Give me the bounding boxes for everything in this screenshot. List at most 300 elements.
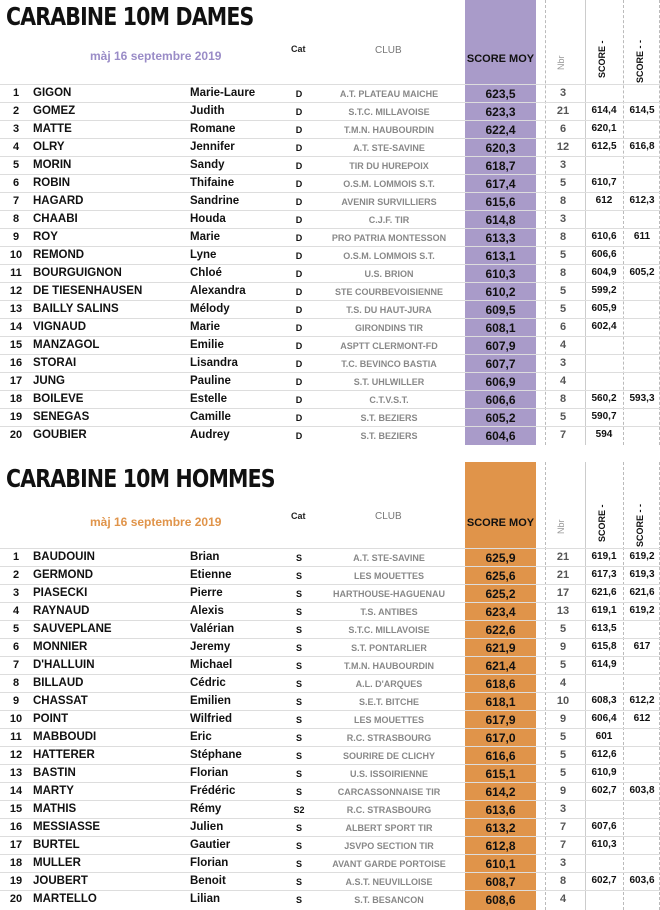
category-cell: D xyxy=(295,341,303,351)
nbr-cell: 8 xyxy=(559,875,567,887)
category-cell: S xyxy=(295,715,302,725)
score-1-cell: 610,7 xyxy=(591,177,617,188)
lastname-cell: JUNG xyxy=(33,375,65,387)
score-1-cell: 607,6 xyxy=(591,821,617,832)
category-cell: S xyxy=(295,877,302,887)
club-cell: A.T. PLATEAU MAICHE xyxy=(339,89,439,99)
lastname-cell: BOURGUIGNON xyxy=(33,267,122,279)
table-row xyxy=(0,854,660,873)
score-moy-cell: 610,2 xyxy=(485,285,516,299)
firstname-cell: Pauline xyxy=(190,375,231,387)
category-cell: S xyxy=(295,679,302,689)
score-moy-cell: 625,6 xyxy=(485,569,516,583)
firstname-cell: Brian xyxy=(190,551,220,563)
rank-cell: 6 xyxy=(12,177,20,189)
firstname-cell: Marie-Laure xyxy=(190,87,256,99)
nbr-cell: 3 xyxy=(559,357,567,369)
lastname-cell: PIASECKI xyxy=(33,587,88,599)
score-1-cell: 608,3 xyxy=(591,695,617,706)
category-cell: S xyxy=(295,643,302,653)
lastname-cell: MESSIASSE xyxy=(33,821,101,833)
lastname-cell: MARTELLO xyxy=(33,893,97,905)
table-row xyxy=(0,408,660,427)
score-moy-cell: 625,9 xyxy=(485,551,516,565)
score-moy-cell: 613,6 xyxy=(485,803,516,817)
firstname-cell: Alexis xyxy=(190,605,224,617)
lastname-cell: REMOND xyxy=(33,249,85,261)
category-cell: D xyxy=(295,233,303,243)
lastname-cell: MANZAGOL xyxy=(33,339,100,351)
score-moy-cell: 610,3 xyxy=(485,267,516,281)
firstname-cell: Frédéric xyxy=(190,785,236,797)
club-cell: T.C. BEVINCO BASTIA xyxy=(341,359,437,369)
club-cell: O.S.M. LOMMOIS S.T. xyxy=(343,251,435,261)
score-1-cell: 612,5 xyxy=(591,141,617,152)
rank-cell: 11 xyxy=(10,731,22,743)
table-row xyxy=(0,192,660,211)
table-row xyxy=(0,174,660,193)
score-moy-cell: 605,2 xyxy=(485,411,516,425)
score-moy-cell: 617,4 xyxy=(485,177,516,191)
table-row xyxy=(0,426,660,445)
nbr-cell: 5 xyxy=(559,177,567,189)
rank-cell: 4 xyxy=(12,141,20,153)
lastname-cell: GOUBIER xyxy=(33,429,87,441)
nbr-cell: 4 xyxy=(559,339,567,351)
rank-cell: 7 xyxy=(12,195,20,207)
lastname-cell: D'HALLUIN xyxy=(33,659,95,671)
club-cell: S.E.T. BITCHE xyxy=(358,697,419,707)
firstname-cell: Houda xyxy=(190,213,226,225)
lastname-cell: ROY xyxy=(33,231,58,243)
club-cell: O.S.M. LOMMOIS S.T. xyxy=(343,179,435,189)
score-moy-cell: 621,4 xyxy=(485,659,516,673)
nbr-cell: 3 xyxy=(559,87,567,99)
club-cell: ASPTT CLERMONT-FD xyxy=(340,341,438,351)
club-cell: U.S. ISSOIRIENNE xyxy=(349,769,429,779)
category-cell: D xyxy=(295,431,303,441)
firstname-cell: Mélody xyxy=(190,303,230,315)
table-row xyxy=(0,282,660,301)
rank-cell: 5 xyxy=(12,623,20,635)
score-moy-cell: 618,1 xyxy=(485,695,516,709)
table-row xyxy=(0,836,660,855)
score-1-cell: 594 xyxy=(595,429,613,440)
firstname-cell: Emilien xyxy=(190,695,231,707)
score-moy-cell: 616,6 xyxy=(485,749,516,763)
score-moy-cell: 608,7 xyxy=(485,875,516,889)
rank-cell: 20 xyxy=(9,893,23,905)
firstname-cell: Julien xyxy=(190,821,224,833)
rank-cell: 3 xyxy=(12,123,20,135)
firstname-cell: Stéphane xyxy=(190,749,242,761)
nbr-cell: 4 xyxy=(559,375,567,387)
table-row xyxy=(0,746,660,765)
category-cell: S xyxy=(295,823,302,833)
lastname-cell: ROBIN xyxy=(33,177,71,189)
score-moy-cell: 613,2 xyxy=(485,821,516,835)
category-cell: D xyxy=(295,89,303,99)
lastname-cell: CHASSAT xyxy=(33,695,88,707)
club-cell: S.T.C. MILLAVOISE xyxy=(348,625,430,635)
lastname-cell: SENEGAS xyxy=(33,411,90,423)
score-1-cell: 621,6 xyxy=(591,587,617,598)
firstname-cell: Cédric xyxy=(190,677,226,689)
nbr-cell: 9 xyxy=(559,641,567,653)
score-moy-cell: 607,7 xyxy=(485,357,516,371)
lastname-cell: RAYNAUD xyxy=(33,605,90,617)
score-1-cell: 602,7 xyxy=(591,785,617,796)
rank-cell: 15 xyxy=(9,339,23,351)
table-row xyxy=(0,246,660,265)
table-row xyxy=(0,692,660,711)
score-moy-cell: 615,1 xyxy=(485,767,516,781)
score-moy-cell: 617,0 xyxy=(485,731,516,745)
club-cell: LES MOUETTES xyxy=(353,571,424,581)
category-cell: D xyxy=(295,323,303,333)
rank-cell: 12 xyxy=(9,749,23,761)
rank-cell: 15 xyxy=(9,803,23,815)
score-2-cell: 612,2 xyxy=(629,695,655,706)
table-row xyxy=(0,300,660,319)
nbr-cell: 8 xyxy=(559,195,567,207)
nbr-cell: 5 xyxy=(559,749,567,761)
score-moy-cell: 615,6 xyxy=(485,195,516,209)
score-1-cell: 601 xyxy=(595,731,613,742)
table-row xyxy=(0,372,660,391)
table-row xyxy=(0,872,660,891)
club-cell: R.C. STRASBOURG xyxy=(346,805,432,815)
score-2-cell: 612,3 xyxy=(629,195,655,206)
club-cell: S.T. UHLWILLER xyxy=(353,377,425,387)
lastname-cell: BAUDOUIN xyxy=(33,551,95,563)
rank-cell: 2 xyxy=(12,569,20,581)
club-cell: CARCASSONNAISE TIR xyxy=(337,787,441,797)
rank-cell: 1 xyxy=(12,87,20,99)
rank-cell: 12 xyxy=(9,285,23,297)
category-cell: S xyxy=(295,553,302,563)
lastname-cell: JOUBERT xyxy=(33,875,88,887)
firstname-cell: Lisandra xyxy=(190,357,238,369)
club-cell: T.M.N. HAUBOURDIN xyxy=(344,661,434,671)
nbr-cell: 3 xyxy=(559,159,567,171)
score-2-cell: 616,8 xyxy=(629,141,655,152)
table-row xyxy=(0,638,660,657)
score-2-cell: 611 xyxy=(633,231,651,242)
table-row xyxy=(0,354,660,373)
table-row xyxy=(0,818,660,837)
score-moy-cell: 622,6 xyxy=(485,623,516,637)
category-cell: S xyxy=(295,895,302,905)
club-cell: C.T.V.S.T. xyxy=(369,395,409,405)
club-cell: T.M.N. HAUBOURDIN xyxy=(344,125,434,135)
firstname-cell: Rémy xyxy=(190,803,222,815)
club-cell: S.T. BEZIERS xyxy=(360,431,418,441)
rank-cell: 6 xyxy=(12,641,20,653)
header-score-2: SCORE - - xyxy=(635,503,645,547)
table-row xyxy=(0,674,660,693)
rank-cell: 18 xyxy=(9,857,23,869)
club-cell: C.J.F. TIR xyxy=(368,215,410,225)
table-row xyxy=(0,264,660,283)
category-cell: D xyxy=(295,107,303,117)
nbr-cell: 21 xyxy=(556,551,570,563)
score-moy-cell: 618,7 xyxy=(485,159,516,173)
category-cell: S xyxy=(295,841,302,851)
nbr-cell: 3 xyxy=(559,803,567,815)
firstname-cell: Alexandra xyxy=(190,285,246,297)
rank-cell: 8 xyxy=(12,213,20,225)
category-cell: D xyxy=(295,161,303,171)
score-2-cell: 621,6 xyxy=(629,587,655,598)
club-cell: AVANT GARDE PORTOISE xyxy=(332,859,446,869)
nbr-cell: 9 xyxy=(559,713,567,725)
club-cell: STE COURBEVOISIENNE xyxy=(334,287,444,297)
nbr-cell: 12 xyxy=(556,141,570,153)
rank-cell: 3 xyxy=(12,587,20,599)
category-cell: D xyxy=(295,305,303,315)
club-cell: AVENIR SURVILLIERS xyxy=(341,197,437,207)
rank-cell: 20 xyxy=(9,429,23,441)
score-1-cell: 590,7 xyxy=(591,411,617,422)
header-club: CLUB xyxy=(375,45,402,56)
firstname-cell: Judith xyxy=(190,105,225,117)
score-moy-cell: 623,3 xyxy=(485,105,516,119)
score-1-cell: 610,3 xyxy=(591,839,617,850)
header-score-1: SCORE - xyxy=(597,40,607,78)
table-row xyxy=(0,782,660,801)
score-moy-cell: 604,6 xyxy=(485,429,516,443)
firstname-cell: Gautier xyxy=(190,839,231,851)
score-moy-cell: 608,1 xyxy=(485,321,516,335)
update-date: màj 16 septembre 2019 xyxy=(90,49,222,63)
club-cell: S.T.C. MILLAVOISE xyxy=(348,107,430,117)
table-row xyxy=(0,336,660,355)
lastname-cell: BAILLY SALINS xyxy=(33,303,119,315)
rank-cell: 7 xyxy=(12,659,20,671)
nbr-cell: 8 xyxy=(559,231,567,243)
table-row xyxy=(0,764,660,783)
score-1-cell: 604,9 xyxy=(591,267,617,278)
score-1-cell: 619,1 xyxy=(591,605,617,616)
header-nbr: Nbr xyxy=(556,55,566,70)
category-cell: S xyxy=(295,697,302,707)
category-cell: D xyxy=(295,143,303,153)
score-1-cell: 620,1 xyxy=(591,123,617,134)
header-nbr: Nbr xyxy=(556,519,566,534)
firstname-cell: Michael xyxy=(190,659,233,671)
nbr-cell: 7 xyxy=(559,821,567,833)
table-row xyxy=(0,800,660,819)
firstname-cell: Camille xyxy=(190,411,231,423)
firstname-cell: Romane xyxy=(190,123,236,135)
club-cell: T.S. DU HAUT-JURA xyxy=(346,305,432,315)
section-hommes xyxy=(0,462,660,910)
firstname-cell: Sandrine xyxy=(190,195,240,207)
firstname-cell: Valérian xyxy=(190,623,235,635)
lastname-cell: MULLER xyxy=(33,857,81,869)
table-row xyxy=(0,602,660,621)
table-row xyxy=(0,656,660,675)
category-cell: D xyxy=(295,269,303,279)
table-row xyxy=(0,228,660,247)
rank-cell: 10 xyxy=(9,713,23,725)
lastname-cell: POINT xyxy=(33,713,69,725)
category-cell: S xyxy=(295,751,302,761)
firstname-cell: Estelle xyxy=(190,393,228,405)
lastname-cell: BILLAUD xyxy=(33,677,84,689)
nbr-cell: 3 xyxy=(559,857,567,869)
club-cell: A.S.T. NEUVILLOISE xyxy=(345,877,433,887)
category-cell: D xyxy=(295,125,303,135)
rank-cell: 9 xyxy=(12,231,20,243)
club-cell: A.T. STE-SAVINE xyxy=(353,143,425,153)
category-cell: D xyxy=(295,215,303,225)
rank-cell: 8 xyxy=(12,677,20,689)
score-1-cell: 605,9 xyxy=(591,303,617,314)
table-row xyxy=(0,120,660,139)
firstname-cell: Etienne xyxy=(190,569,232,581)
score-moy-cell: 614,2 xyxy=(485,785,516,799)
score-moy-cell: 609,5 xyxy=(485,303,516,317)
score-moy-cell: 613,3 xyxy=(485,231,516,245)
lastname-cell: MATHIS xyxy=(33,803,77,815)
score-1-cell: 614,4 xyxy=(591,105,617,116)
lastname-cell: CHAABI xyxy=(33,213,78,225)
table-row xyxy=(0,620,660,639)
club-cell: ALBERT SPORT TIR xyxy=(345,823,433,833)
firstname-cell: Sandy xyxy=(190,159,225,171)
club-cell: JSVPO SECTION TIR xyxy=(344,841,434,851)
table-row xyxy=(0,84,660,103)
lastname-cell: SAUVEPLANE xyxy=(33,623,112,635)
score-1-cell: 602,7 xyxy=(591,875,617,886)
firstname-cell: Jennifer xyxy=(190,141,235,153)
club-cell: R.C. STRASBOURG xyxy=(346,733,432,743)
nbr-cell: 7 xyxy=(559,429,567,441)
score-2-cell: 603,8 xyxy=(629,785,655,796)
lastname-cell: BURTEL xyxy=(33,839,80,851)
rank-cell: 4 xyxy=(12,605,20,617)
score-moy-cell: 606,6 xyxy=(485,393,516,407)
score-1-cell: 610,6 xyxy=(591,231,617,242)
firstname-cell: Marie xyxy=(190,231,221,243)
score-moy-cell: 622,4 xyxy=(485,123,516,137)
score-moy-cell: 623,4 xyxy=(485,605,516,619)
score-moy-cell: 621,9 xyxy=(485,641,516,655)
table-row xyxy=(0,728,660,747)
score-1-cell: 619,1 xyxy=(591,551,617,562)
rank-cell: 18 xyxy=(9,393,23,405)
club-cell: LES MOUETTES xyxy=(353,715,424,725)
header-cat: Cat xyxy=(291,44,306,54)
score-moy-cell: 614,8 xyxy=(485,213,516,227)
score-1-cell: 610,9 xyxy=(591,767,617,778)
score-moy-cell: 607,9 xyxy=(485,339,516,353)
score-1-cell: 599,2 xyxy=(591,285,617,296)
nbr-cell: 5 xyxy=(559,623,567,635)
score-1-cell: 614,9 xyxy=(591,659,617,670)
nbr-cell: 5 xyxy=(559,303,567,315)
firstname-cell: Jeremy xyxy=(190,641,231,653)
nbr-cell: 8 xyxy=(559,393,567,405)
rank-cell: 13 xyxy=(9,767,23,779)
lastname-cell: MABBOUDI xyxy=(33,731,97,743)
score-1-cell: 615,8 xyxy=(591,641,617,652)
firstname-cell: Chloé xyxy=(190,267,222,279)
lastname-cell: MARTY xyxy=(33,785,74,797)
score-2-cell: 619,2 xyxy=(629,605,655,616)
club-cell: TIR DU HUREPOIX xyxy=(349,161,429,171)
category-cell: S xyxy=(295,661,302,671)
rank-cell: 9 xyxy=(12,695,20,707)
lastname-cell: GIGON xyxy=(33,87,72,99)
firstname-cell: Lyne xyxy=(190,249,217,261)
header-score-moy: SCORE MOY xyxy=(466,517,535,529)
category-cell: D xyxy=(295,179,303,189)
rank-cell: 17 xyxy=(9,375,23,387)
category-cell: S xyxy=(295,607,302,617)
nbr-cell: 8 xyxy=(559,267,567,279)
table-row xyxy=(0,318,660,337)
score-1-cell: 617,3 xyxy=(591,569,617,580)
nbr-cell: 21 xyxy=(556,105,570,117)
score-1-cell: 602,4 xyxy=(591,321,617,332)
update-date: màj 16 septembre 2019 xyxy=(90,515,222,529)
rank-cell: 14 xyxy=(9,785,23,797)
lastname-cell: HATTERER xyxy=(33,749,95,761)
rank-cell: 10 xyxy=(9,249,23,261)
rank-cell: 19 xyxy=(9,411,23,423)
score-moy-cell: 610,1 xyxy=(485,857,516,871)
lastname-cell: GERMOND xyxy=(33,569,94,581)
rank-cell: 11 xyxy=(10,267,22,279)
club-cell: PRO PATRIA MONTESSON xyxy=(331,233,447,243)
nbr-cell: 6 xyxy=(559,123,567,135)
rank-cell: 14 xyxy=(9,321,23,333)
table-row xyxy=(0,890,660,909)
rank-cell: 5 xyxy=(12,159,20,171)
table-row xyxy=(0,584,660,603)
rank-cell: 2 xyxy=(12,105,20,117)
nbr-cell: 5 xyxy=(559,767,567,779)
score-moy-cell: 618,6 xyxy=(485,677,516,691)
nbr-cell: 3 xyxy=(559,213,567,225)
score-moy-cell: 620,3 xyxy=(485,141,516,155)
firstname-cell: Pierre xyxy=(190,587,223,599)
category-cell: D xyxy=(295,377,303,387)
rank-cell: 1 xyxy=(12,551,20,563)
section-dames xyxy=(0,0,660,445)
table-row xyxy=(0,566,660,585)
nbr-cell: 13 xyxy=(556,605,570,617)
section-title: CARABINE 10M HOMMES xyxy=(6,464,275,493)
category-cell: D xyxy=(295,251,303,261)
rank-cell: 19 xyxy=(9,875,23,887)
table-row xyxy=(0,390,660,409)
lastname-cell: BOILEVE xyxy=(33,393,84,405)
firstname-cell: Emilie xyxy=(190,339,224,351)
category-cell: D xyxy=(295,395,303,405)
score-moy-cell: 613,1 xyxy=(485,249,516,263)
lastname-cell: OLRY xyxy=(33,141,65,153)
score-moy-cell: 608,6 xyxy=(485,893,516,907)
rank-cell: 13 xyxy=(9,303,23,315)
club-cell: GIRONDINS TIR xyxy=(354,323,423,333)
category-cell: D xyxy=(295,197,303,207)
nbr-cell: 17 xyxy=(556,587,570,599)
category-cell: S xyxy=(295,589,302,599)
